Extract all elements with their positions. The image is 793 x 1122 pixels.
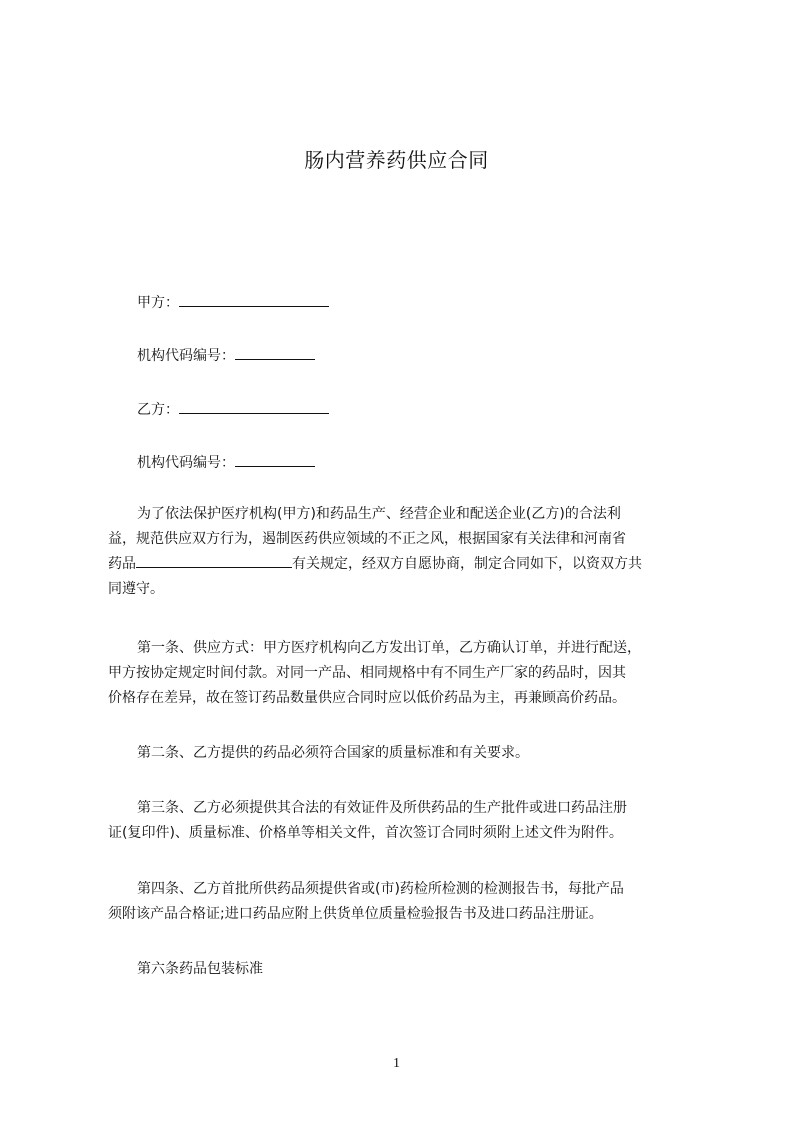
party-a-field [137,291,329,313]
clause-2 [108,741,686,766]
party-b-code-label: 机构代码编号： [137,455,235,471]
party-b-label: 乙方： [137,402,179,418]
party-b-field [137,398,329,420]
clause-6-line-1: 第六条药品包装标准 [137,961,263,977]
clause-2-line-1: 第二条、乙方提供的药品必须符合国家的质量标准和有关要求。 [137,745,529,761]
clause-3-line-2: 证(复印件)、质量标准、价格单等相关文件，首次签订合同时须附上述文件为附件。 [108,825,623,841]
clause-1 [108,636,686,711]
clause-6 [108,957,686,982]
party-a-code-label: 机构代码编号： [137,348,235,364]
party-b-code-field [137,451,315,473]
intro-paragraph [108,502,686,602]
intro-line-3-suffix: 有关规定，经双方自愿协商，制定合同如下，以资双方共 [292,556,642,572]
clause-3 [108,796,686,846]
intro-line-3-prefix: 药品 [108,556,136,572]
party-b-blank [179,398,329,414]
page-number: 1 [393,1056,400,1071]
party-a-code-field [137,344,315,366]
clause-4 [108,877,686,927]
party-a-code-blank [235,344,315,360]
intro-line-3 [108,552,686,577]
intro-blank [136,552,292,568]
clause-1-line-3: 价格存在差异，故在签订药品数量供应合同时应以低价药品为主，再兼顾高价药品。 [108,690,626,706]
intro-line-4: 同遵守。 [108,581,164,597]
clause-3-line-1: 第三条、乙方必须提供其合法的有效证件及所供药品的生产批件或进口药品注册 [137,800,627,816]
clause-4-line-1: 第四条、乙方首批所供药品须提供省或(市)药检所检测的检测报告书，每批产品 [137,881,624,897]
party-a-label: 甲方： [137,295,179,311]
clause-4-line-2: 须附该产品合格证;进口药品应附上供货单位质量检验报告书及进口药品注册证。 [108,906,603,922]
party-b-code-blank [235,451,315,467]
clause-1-line-1: 第一条、供应方式：甲方医疗机构向乙方发出订单，乙方确认订单，并进行配送， [137,640,641,656]
contract-title: 肠内营养药供应合同 [304,148,489,172]
intro-line-2: 益，规范供应双方行为，遏制医药供应领域的不正之风，根据国家有关法律和河南省 [108,531,626,547]
intro-line-1: 为了依法保护医疗机构(甲方)和药品生产、经营企业和配送企业(乙方)的合法利 [137,506,621,522]
clause-1-line-2: 甲方按协定规定时间付款。对同一产品、相同规格中有不同生产厂家的药品时，因其 [108,665,626,681]
party-a-blank [179,291,329,307]
